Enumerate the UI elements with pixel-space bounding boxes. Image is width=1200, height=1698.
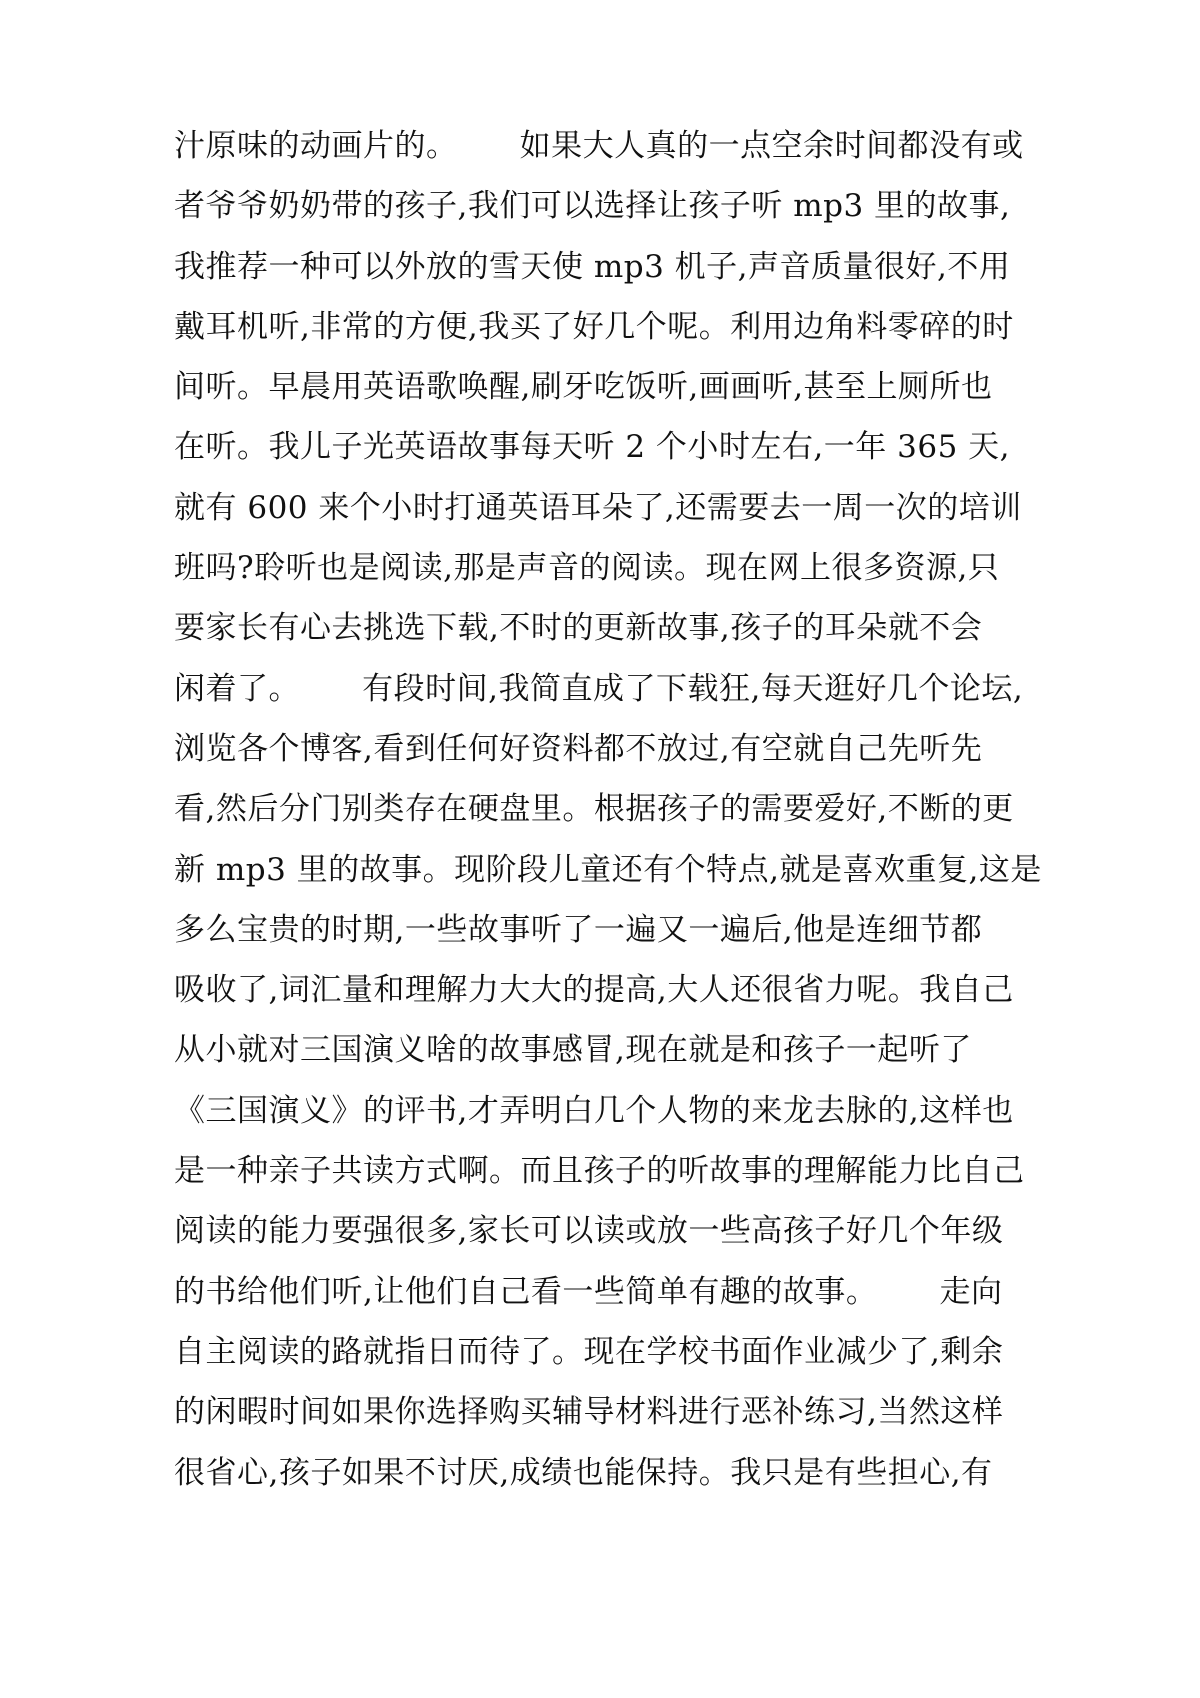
text-line: 多么宝贵的时期,一些故事听了一遍又一遍后,他是连细节都 bbox=[174, 911, 983, 948]
text-line: 从小就对三国演义啥的故事感冒,现在就是和孩子一起听了 bbox=[174, 1032, 972, 1069]
text-line: 我推荐一种可以外放的雪天使 mp3 机子,声音质量很好,不用 bbox=[174, 248, 1011, 285]
text-line: 新 mp3 里的故事。现阶段儿童还有个特点,就是喜欢重复,这是 bbox=[174, 851, 1042, 888]
text-line: 自主阅读的路就指日而待了。现在学校书面作业减少了,剩余 bbox=[174, 1333, 1004, 1370]
text-line: 看,然后分门别类存在硬盘里。根据孩子的需要爱好,不断的更 bbox=[174, 791, 1014, 828]
text-line: 《三国演义》的评书,才弄明白几个人物的来龙去脉的,这样也 bbox=[174, 1092, 1014, 1129]
text-line: 的书给他们听,让他们自己看一些简单有趣的故事。 走向 bbox=[174, 1273, 1003, 1310]
text-line: 在听。我儿子光英语故事每天听 2 个小时左右,一年 365 天, bbox=[174, 429, 1011, 466]
text-line: 就有 600 来个小时打通英语耳朵了,还需要去一周一次的培训 bbox=[174, 489, 1022, 526]
body-text bbox=[174, 116, 1054, 1503]
text-line: 汁原味的动画片的。 如果大人真的一点空余时间都没有或 bbox=[174, 128, 1024, 164]
text-line: 者爷爷奶奶带的孩子,我们可以选择让孩子听 mp3 里的故事, bbox=[174, 188, 1011, 225]
text-line: 要家长有心去挑选下载,不时的更新故事,孩子的耳朵就不会 bbox=[174, 610, 983, 647]
text-line: 吸收了,词汇量和理解力大大的提高,大人还很省力呢。我自己 bbox=[174, 972, 1014, 1009]
text-line: 浏览各个博客,看到任何好资料都不放过,有空就自己先听先 bbox=[174, 730, 983, 767]
text-line: 闲着了。 有段时间,我简直成了下载狂,每天逛好几个论坛, bbox=[174, 670, 1024, 707]
text-line: 很省心,孩子如果不讨厌,成绩也能保持。我只是有些担心,有 bbox=[174, 1454, 993, 1491]
text-line: 班吗?聆听也是阅读,那是声音的阅读。现在网上很多资源,只 bbox=[174, 550, 1000, 587]
text-line: 间听。早晨用英语歌唤醒,刷牙吃饭听,画画听,甚至上厕所也 bbox=[174, 369, 993, 406]
text-line: 戴耳机听,非常的方便,我买了好几个呢。利用边角料零碎的时 bbox=[174, 308, 1014, 345]
text-line: 的闲暇时间如果你选择购买辅导材料进行恶补练习,当然这样 bbox=[174, 1394, 1004, 1431]
text-line: 是一种亲子共读方式啊。而且孩子的听故事的理解能力比自己 bbox=[174, 1153, 1025, 1190]
text-line: 阅读的能力要强很多,家长可以读或放一些高孩子好几个年级 bbox=[174, 1213, 1004, 1250]
